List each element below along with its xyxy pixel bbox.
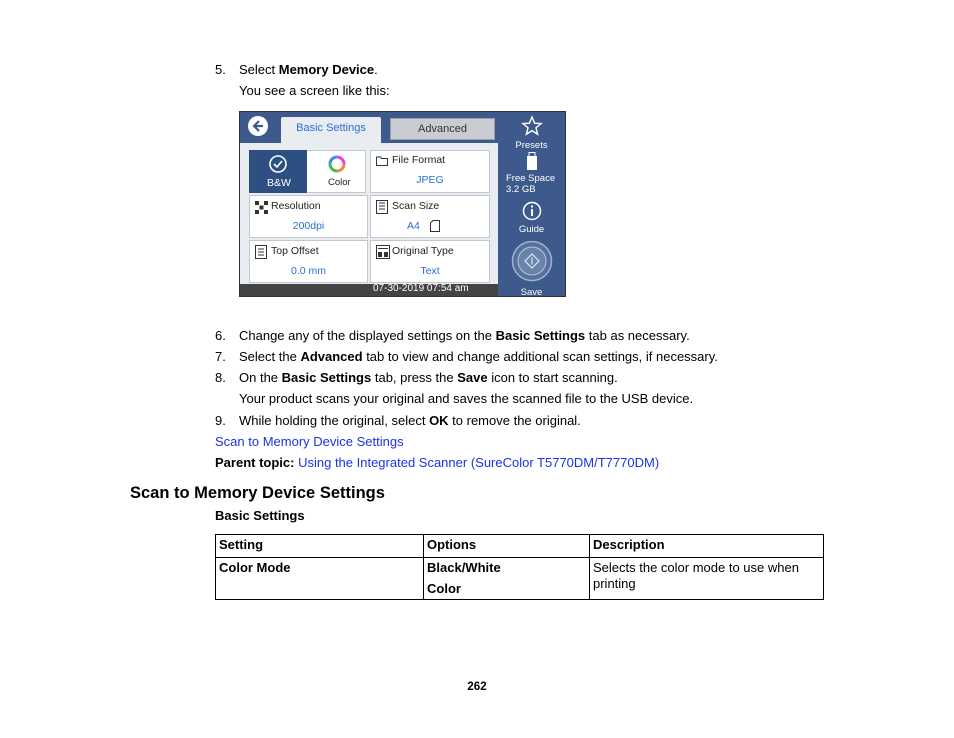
- step-number: 8.: [215, 370, 226, 385]
- clock-icon: [268, 154, 288, 174]
- presets-label: Presets: [515, 140, 548, 151]
- step-bold: Advanced: [300, 349, 363, 364]
- resolution-tile[interactable]: [249, 195, 368, 238]
- top-offset-label: Top Offset: [271, 245, 319, 257]
- folder-icon: [376, 156, 388, 166]
- settings-table: [215, 534, 824, 600]
- free-space-value: 3.2 GB: [506, 184, 536, 195]
- info-icon: [522, 201, 542, 221]
- section-subtitle: Basic Settings: [215, 508, 305, 523]
- color-option[interactable]: [307, 150, 366, 193]
- step-number: 6.: [215, 328, 226, 343]
- guide-label: Guide: [518, 224, 545, 235]
- step-text: tab as necessary.: [585, 328, 690, 343]
- step-bold: Save: [457, 370, 488, 385]
- status-bar: [240, 284, 498, 296]
- table-header: Description: [590, 535, 824, 558]
- step-bold: Basic Settings: [495, 328, 586, 343]
- step-text: to remove the original.: [448, 413, 581, 428]
- step-5-text: [239, 62, 378, 78]
- step-5-note: You see a screen like this:: [239, 83, 390, 98]
- table-header: Setting: [216, 535, 424, 558]
- file-format-label: File Format: [392, 154, 446, 166]
- scan-size-value: A4: [407, 220, 420, 232]
- file-format-value: JPEG: [416, 174, 444, 186]
- color-label: Color: [328, 177, 351, 188]
- bw-label: B&W: [267, 177, 291, 189]
- free-space-indicator: [498, 152, 565, 195]
- step-bold: Basic Settings: [281, 370, 372, 385]
- step-bold: OK: [429, 413, 449, 428]
- tab-bar: [240, 112, 498, 143]
- scan-size-label: Scan Size: [392, 200, 440, 212]
- resolution-label: Resolution: [271, 200, 321, 212]
- table-header-row: [216, 535, 824, 558]
- save-start-icon: [511, 240, 553, 282]
- presets-button[interactable]: [498, 115, 565, 151]
- parent-topic: [215, 455, 659, 471]
- option-value: Color: [427, 581, 461, 596]
- star-icon: [521, 115, 543, 137]
- step-7-text: [239, 349, 718, 365]
- table-header: Options: [424, 535, 590, 558]
- step-text: tab, press the: [371, 370, 458, 385]
- section-title: Scan to Memory Device Settings: [130, 484, 385, 502]
- original-type-value: Text: [420, 265, 440, 277]
- top-offset-value: 0.0 mm: [290, 265, 326, 277]
- option-value: Black/White: [427, 560, 501, 575]
- color-wheel-icon: [327, 154, 347, 174]
- bw-option[interactable]: [249, 150, 307, 193]
- step-text: Select the: [239, 349, 301, 364]
- save-label: Save: [520, 287, 543, 297]
- step-bold: Memory Device: [278, 62, 375, 77]
- free-space-label: Free Space: [506, 173, 556, 184]
- back-button[interactable]: [248, 116, 268, 136]
- resolution-value: 200dpi: [292, 220, 325, 232]
- step-number: 5.: [215, 62, 226, 77]
- tab-advanced[interactable]: Advanced: [390, 118, 495, 140]
- step-8-text: [239, 370, 618, 386]
- parent-topic-link[interactable]: Using the Integrated Scanner (SureColor T5770DM/T7770DM): [298, 455, 660, 470]
- tab-basic-settings[interactable]: Basic Settings: [281, 117, 381, 143]
- step-number: 7.: [215, 349, 226, 364]
- options-cell: [424, 558, 590, 600]
- step-text: tab to view and change additional scan settings, if necessary.: [362, 349, 718, 364]
- step-9-text: [239, 413, 581, 429]
- step-text: icon to start scanning.: [487, 370, 618, 385]
- back-arrow-icon: [248, 116, 268, 136]
- step-text: Change any of the displayed settings on the: [239, 328, 496, 343]
- parent-topic-label: Parent topic:: [215, 455, 295, 470]
- original-type-label: Original Type: [392, 245, 454, 257]
- description-cell: Selects the color mode to use when printing: [590, 558, 824, 600]
- step-number: 9.: [215, 413, 226, 428]
- portrait-page-icon: [430, 220, 440, 232]
- step-text: On the: [239, 370, 282, 385]
- step-text: While holding the original, select: [239, 413, 430, 428]
- date-time: 07-30-2019 07:54 am: [373, 283, 469, 294]
- device-sidebar: [498, 112, 565, 296]
- step-6-text: [239, 328, 690, 344]
- save-button[interactable]: [498, 240, 565, 297]
- scan-size-icon: [376, 200, 388, 214]
- original-type-icon: [376, 245, 390, 259]
- step-8-note: Your product scans your original and saves the scanned file to the USB device.: [239, 391, 694, 406]
- file-format-tile[interactable]: [370, 150, 490, 193]
- setting-cell: Color Mode: [216, 558, 424, 600]
- guide-button[interactable]: [498, 201, 565, 235]
- device-screen: [239, 111, 566, 297]
- usb-drive-icon: [527, 152, 537, 170]
- resolution-icon: [255, 201, 268, 214]
- step-text: Select: [239, 62, 279, 77]
- page-number: 262: [467, 681, 487, 693]
- scan-settings-link[interactable]: Scan to Memory Device Settings: [215, 434, 404, 449]
- scan-size-tile[interactable]: [370, 195, 490, 238]
- top-offset-tile[interactable]: [249, 240, 368, 283]
- document-icon: [255, 245, 267, 259]
- original-type-tile[interactable]: [370, 240, 490, 283]
- table-row: [216, 558, 824, 600]
- step-text: .: [374, 62, 378, 77]
